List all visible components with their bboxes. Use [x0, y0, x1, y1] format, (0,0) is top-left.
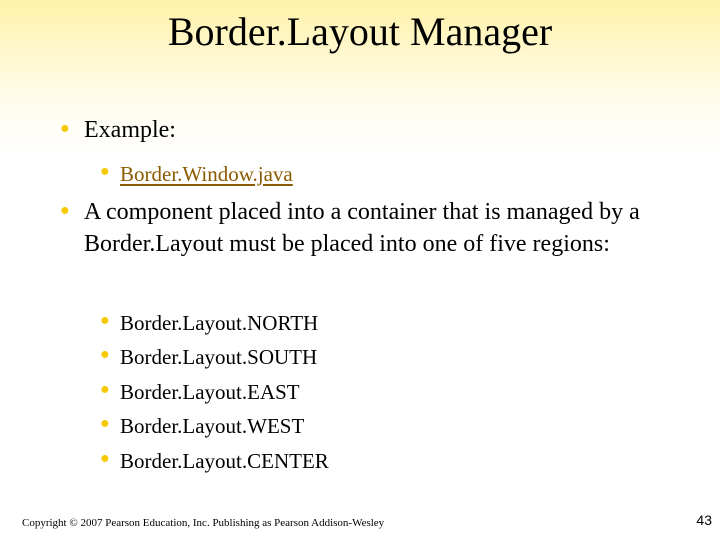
list-item [100, 409, 329, 443]
region-west: Border.Layout.WEST [120, 414, 305, 439]
bullet-example [60, 114, 176, 146]
slide-title: Border.Layout Manager [167, 9, 553, 54]
list-item [100, 375, 329, 409]
bullet-dot-icon: ● [60, 202, 70, 219]
bullet-example-text: Example: [84, 117, 176, 143]
page-number: 43 [696, 512, 712, 528]
bullet-dot-icon: ● [60, 120, 70, 137]
bullet-dot-icon: ● [100, 415, 110, 433]
bullet-regions-text: A component placed into a container that is managed by a Border.Layout must be placed into one of five regions: [84, 199, 640, 257]
list-item [100, 340, 329, 374]
region-south: Border.Layout.SOUTH [120, 345, 318, 370]
bullet-dot-icon: ● [100, 449, 110, 467]
bullet-dot-icon: ● [100, 380, 110, 398]
region-north: Border.Layout.NORTH [120, 311, 319, 335]
region-center: Border.Layout.CENTER [120, 448, 329, 473]
list-item [100, 306, 329, 340]
copyright-footer: Copyright © 2007 Pearson Education, Inc. Publishing as Pearson Addison-Wesley [22, 517, 385, 529]
bullet-dot-icon: ● [100, 163, 110, 180]
region-east: Border.Layout.EAST [120, 379, 300, 404]
bullet-regions-description [60, 196, 664, 260]
border-window-link[interactable]: Border.Window.java [120, 162, 293, 186]
regions-list [100, 306, 329, 478]
bullet-dot-icon: ● [100, 312, 110, 329]
list-item [100, 444, 329, 478]
sub-bullet-file [100, 157, 293, 191]
bullet-dot-icon: ● [100, 346, 110, 364]
